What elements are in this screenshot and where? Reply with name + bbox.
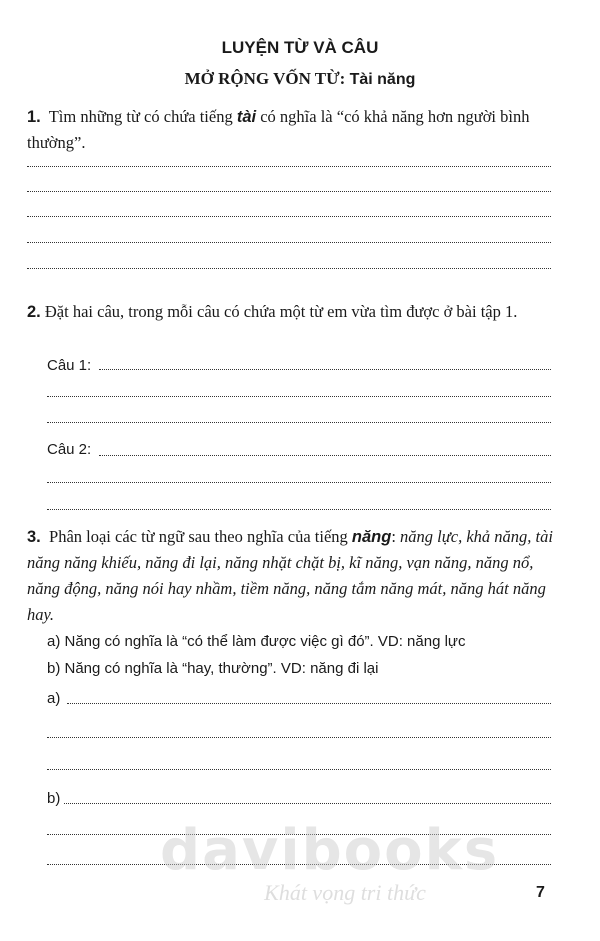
answer-line[interactable] — [67, 703, 551, 704]
question-1-text-before: Tìm những từ có chứa tiếng — [48, 107, 233, 126]
watermark-slogan: Khát vọng tri thức — [264, 880, 426, 905]
question-1-number: 1. — [27, 108, 41, 126]
answer-line[interactable] — [27, 242, 551, 243]
question-3: 3. Phân loại các từ ngữ sau theo nghĩa của tiếng năng: năng lực, khả năng, tài năng năng khiếu, năng đi lại, năng nhặt chặt bị, kĩ năng, vạn năng, năng nổ, năng động, năng nói hay nhầm, tiềm năng, năng tắm năng mát, năng hát năng hay. — [27, 527, 553, 624]
answer-line[interactable] — [64, 803, 551, 804]
sentence-1-label: Câu 1: — [47, 357, 92, 374]
subtitle-topic: Tài năng — [349, 71, 416, 88]
lesson-title: LUYỆN TỪ VÀ CÂU — [221, 38, 379, 57]
answer-line[interactable] — [27, 191, 551, 192]
answer-line[interactable] — [47, 482, 551, 483]
answer-line[interactable] — [27, 166, 551, 167]
answer-line[interactable] — [47, 769, 551, 770]
question-1-keyword: tài — [236, 108, 257, 126]
answer-a-label: a) — [47, 690, 61, 707]
answer-line[interactable] — [99, 369, 551, 370]
page-number: 7 — [536, 884, 545, 901]
question-2 — [27, 299, 557, 325]
question-1-text-after: có nghĩa là “có khả năng hơn người bình thường”. — [27, 107, 530, 152]
answer-line[interactable] — [99, 455, 551, 456]
meaning-b: b) Năng có nghĩa là “hay, thường”. VD: năng đi lại — [47, 660, 379, 677]
question-3-word-list: năng lực, khả năng, tài năng năng khiếu, năng đi lại, năng nhặt chặt bị, kĩ năng, vạn năng, năng nổ, năng động, năng nói hay nhầm, tiềm năng, năng tắm năng mát, năng hát năng hay. — [27, 527, 553, 624]
sentence-2-label: Câu 2: — [47, 441, 92, 458]
lesson-subtitle — [0, 69, 600, 89]
question-1 — [27, 104, 557, 156]
answer-line[interactable] — [27, 216, 551, 217]
answer-line[interactable] — [27, 268, 551, 269]
question-2-text: Đặt hai câu, trong mỗi câu có chứa một từ em vừa tìm được ở bài tập 1. — [44, 302, 518, 321]
question-3-keyword: năng — [351, 528, 392, 546]
watermark-brand: davibooks — [160, 818, 500, 883]
question-3-text-before: Phân loại các từ ngữ sau theo nghĩa của tiếng — [49, 527, 348, 546]
answer-line[interactable] — [47, 737, 551, 738]
answer-line[interactable] — [47, 509, 551, 510]
question-2-number: 2. — [27, 303, 41, 321]
question-3-number: 3. — [27, 528, 41, 546]
answer-b-label: b) — [47, 790, 61, 807]
answer-line[interactable] — [47, 422, 551, 423]
meaning-a: a) Năng có nghĩa là “có thể làm được việc gì đó”. VD: năng lực — [47, 633, 466, 650]
subtitle-main: MỞ RỘNG VỐN TỪ: — [184, 69, 346, 88]
answer-line[interactable] — [47, 396, 551, 397]
